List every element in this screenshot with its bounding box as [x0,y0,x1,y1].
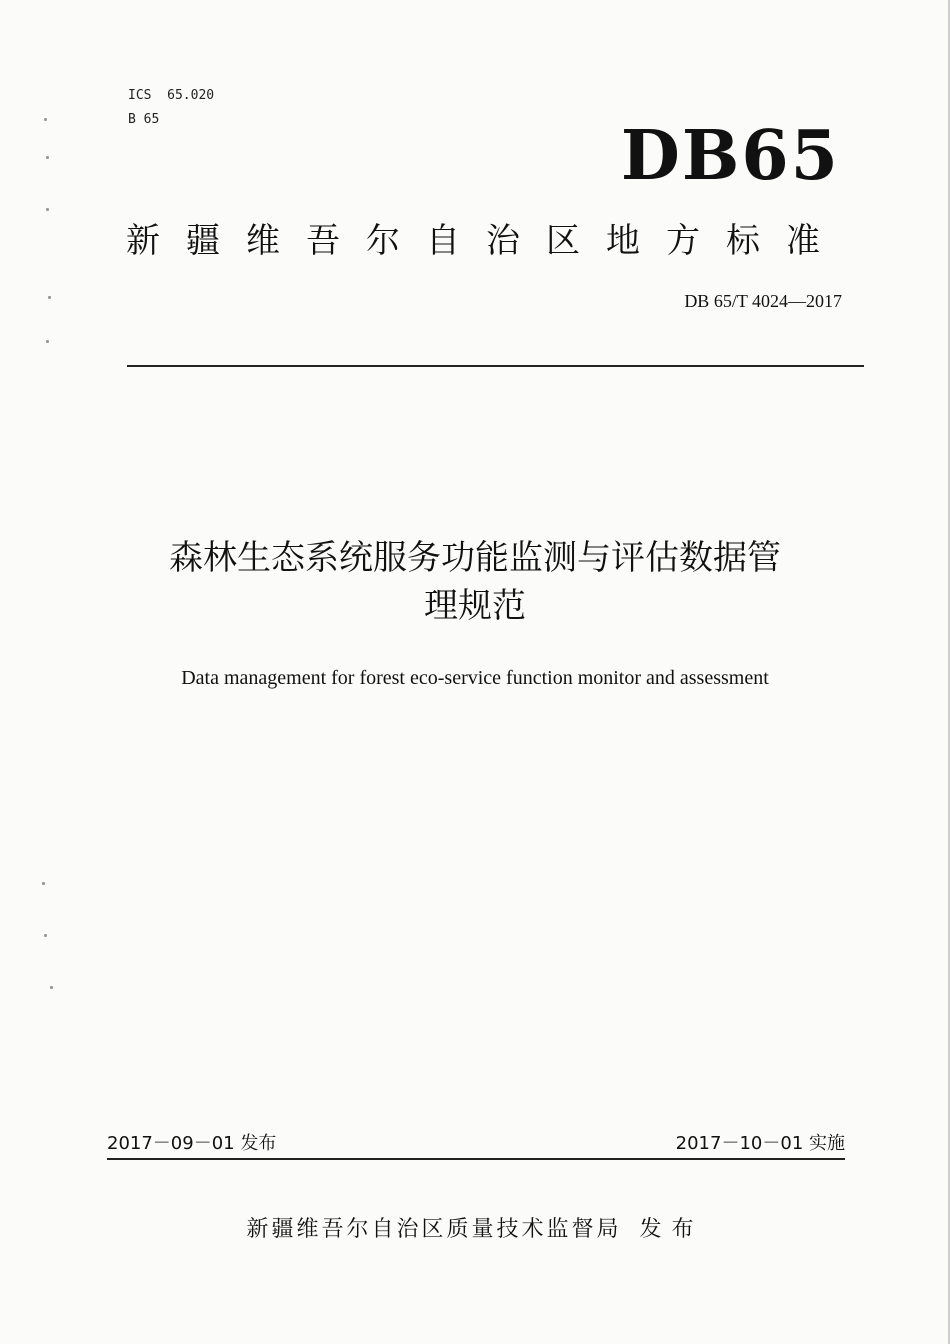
release-date: 2017－09－01 发布 [107,1133,277,1154]
publish-verb: 发布 [639,1217,704,1242]
scan-speck [46,208,49,211]
english-title: Data management for forest eco-service function monitor and assessment [181,667,769,689]
publisher-name: 新疆维吾尔自治区质量技术监督局 [246,1217,622,1242]
publisher-line [100,1212,850,1248]
chinese-title [80,534,870,630]
organization-title: 新疆维吾尔自治区地方标准 [126,221,846,261]
scan-speck [48,296,51,299]
scan-speck [46,340,49,343]
implementation-date: 2017－10－01 实施 [675,1133,845,1154]
scan-speck [46,156,49,159]
ics-code: ICS 65.020 [128,88,215,103]
standard-number: DB 65/T 4024—2017 [684,291,842,311]
date-row [107,1130,845,1158]
scan-speck [44,934,47,937]
classification-codes [128,84,214,132]
footer-divider [107,1158,845,1160]
scan-speck [44,118,47,121]
chinese-title-line-1: 森林生态系统服务功能监测与评估数据管 [169,538,781,578]
header-divider [127,365,864,367]
class-code: B 65 [128,112,160,127]
scan-speck [42,882,45,885]
chinese-title-line-2: 理规范 [424,586,526,626]
db-logo: DB65 [620,116,840,196]
scan-speck [50,986,53,989]
